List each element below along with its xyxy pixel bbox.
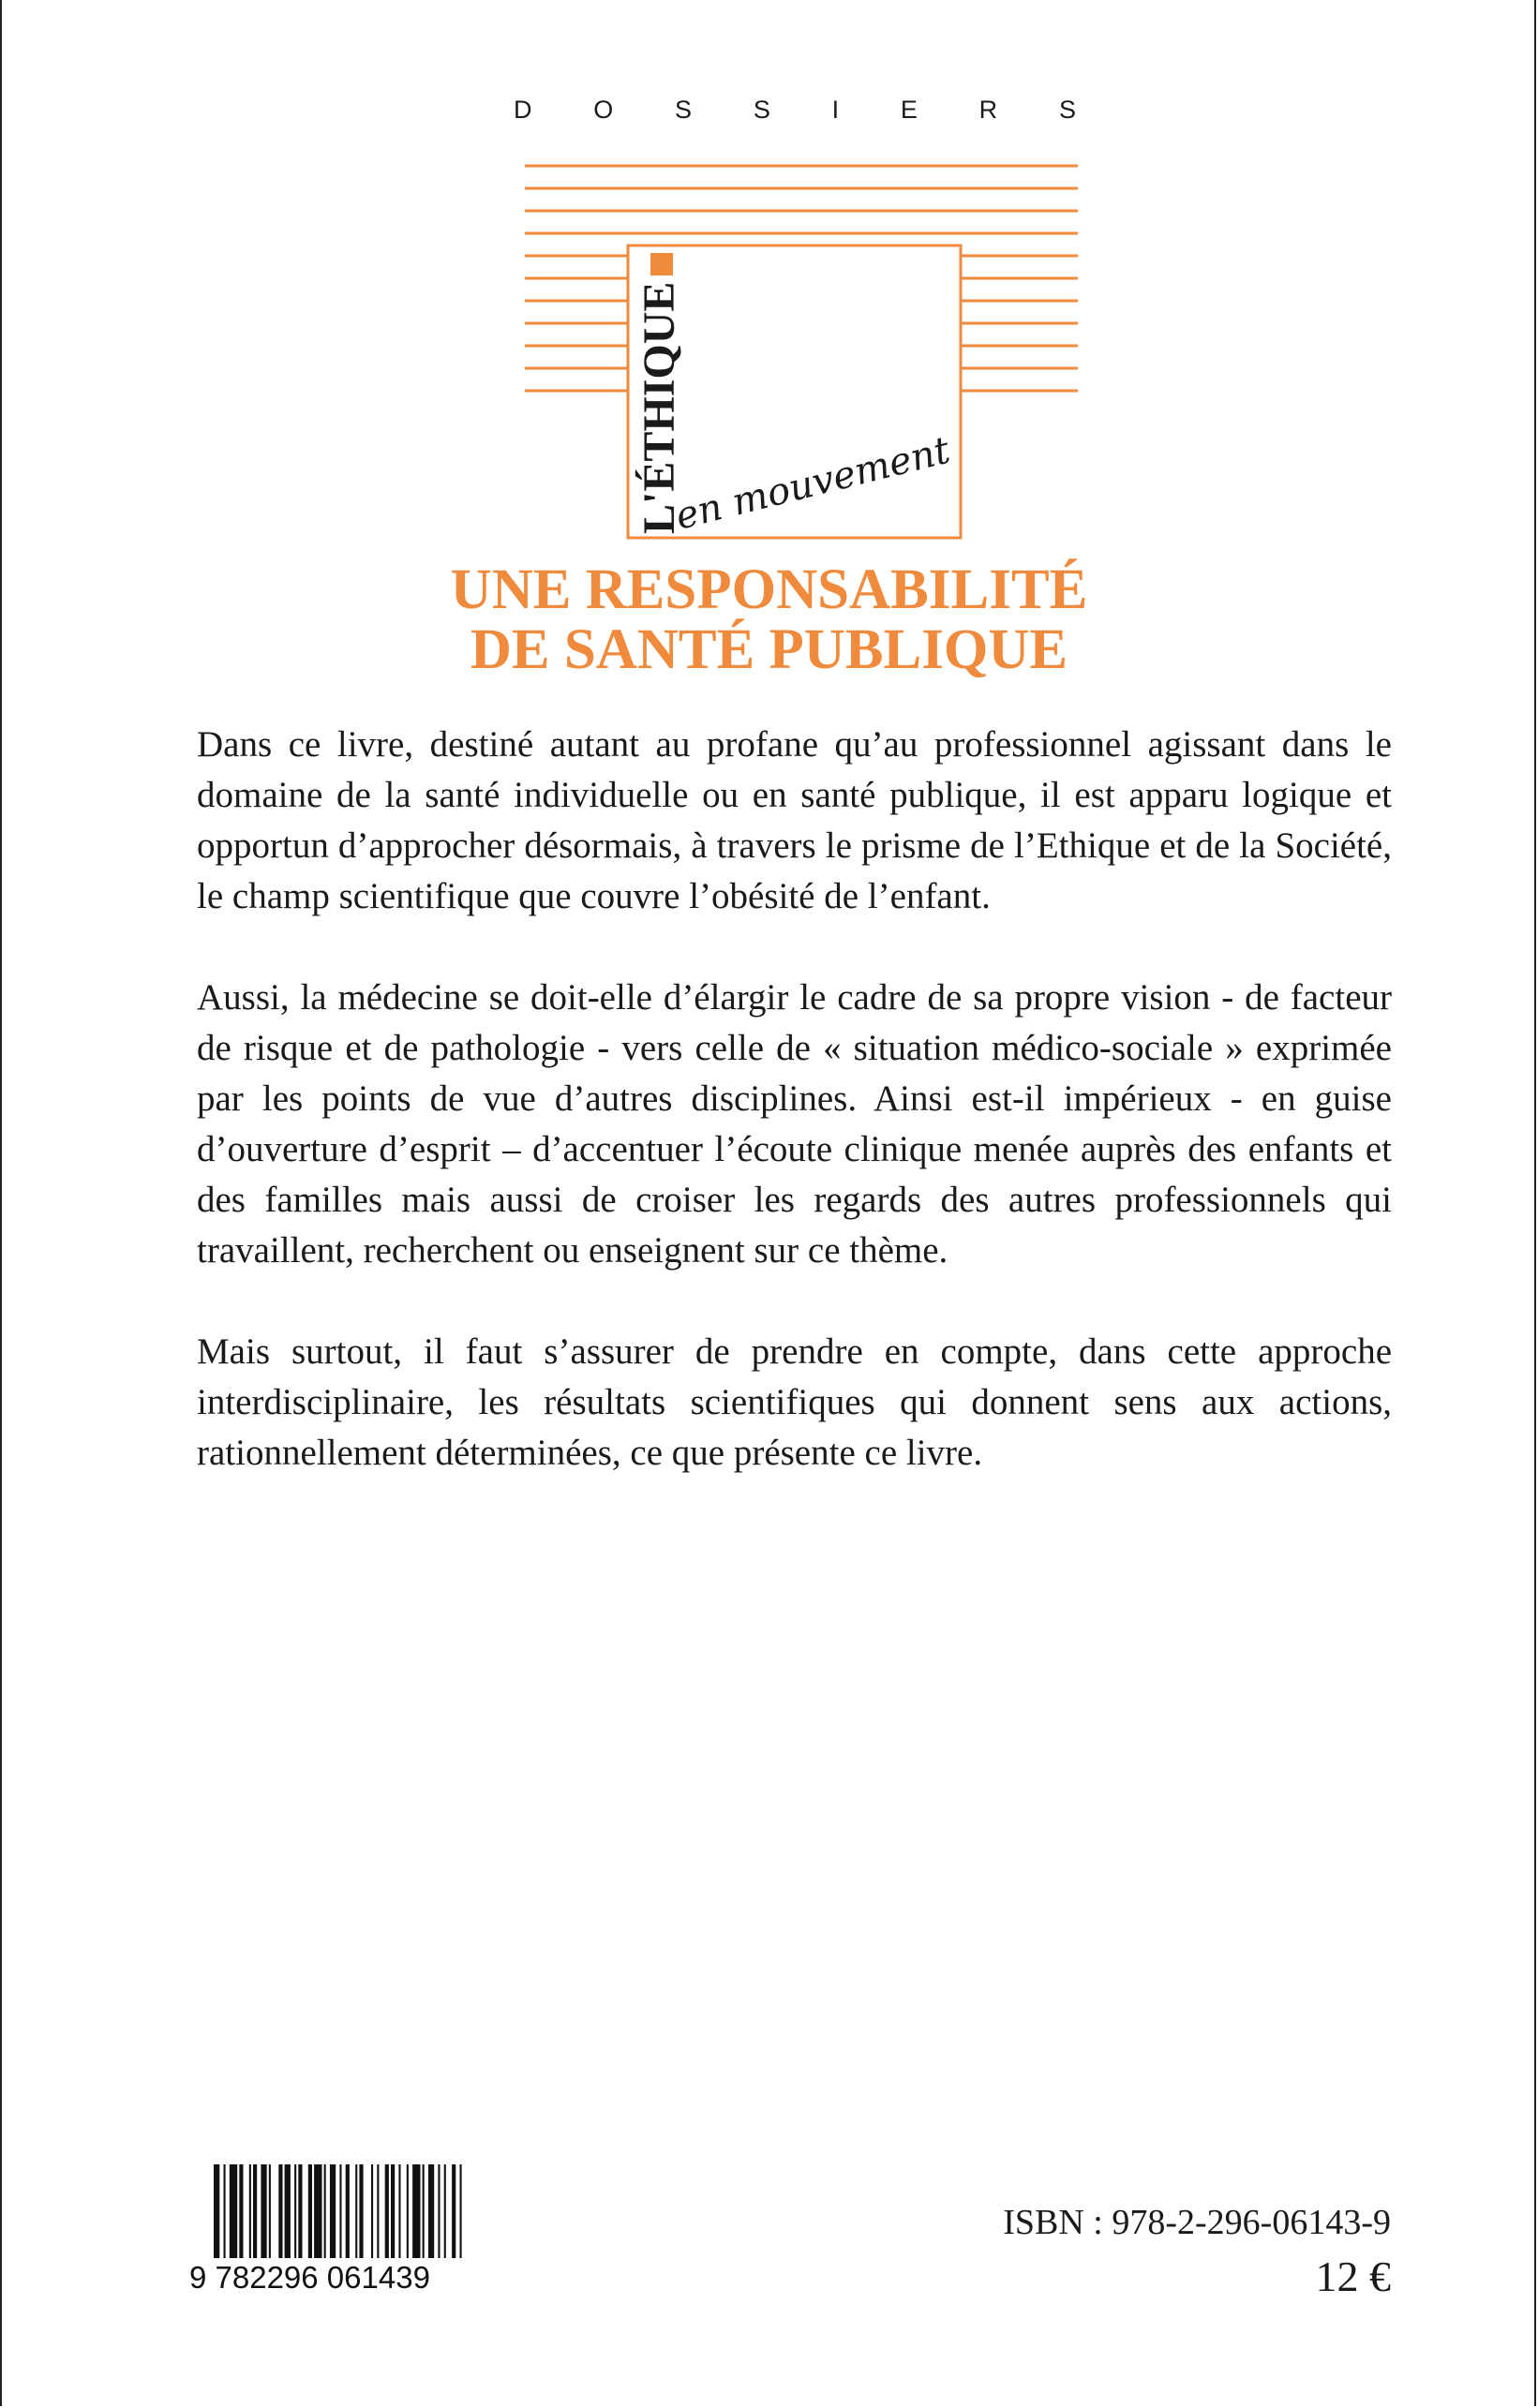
isbn: ISBN : 978-2-296-06143-9 <box>1003 2203 1391 2242</box>
series-letter: O <box>593 96 614 124</box>
price: 12 € <box>1315 2252 1391 2300</box>
barcode-bar <box>355 2164 357 2258</box>
series-letter: S <box>1058 96 1076 124</box>
barcode-bar <box>452 2164 455 2258</box>
series-letter: S <box>753 96 770 124</box>
barcode-bar <box>239 2164 243 2258</box>
barcode <box>187 2163 525 2298</box>
barcode-bar <box>407 2164 409 2258</box>
logo-word-en-mouvement: en mouvement <box>671 428 955 539</box>
barcode-bar <box>269 2164 271 2258</box>
barcode-bar <box>224 2164 226 2258</box>
series-letter: E <box>900 96 918 124</box>
barcode-bar <box>308 2164 312 2258</box>
barcode-bars <box>214 2164 462 2258</box>
barcode-bar <box>444 2164 446 2258</box>
barcode-bar <box>438 2164 440 2258</box>
barcode-bar <box>249 2164 251 2258</box>
barcode-bar <box>253 2164 257 2258</box>
logo-accent-square <box>650 253 673 275</box>
book-title <box>0 560 1538 680</box>
barcode-bar <box>261 2164 266 2258</box>
barcode-bar <box>278 2164 282 2258</box>
book-title-line-2: DE SANTÉ PUBLIQUE <box>470 618 1068 681</box>
barcode-bar <box>460 2164 462 2258</box>
back-cover-text <box>197 720 1392 1529</box>
barcode-bar <box>412 2164 420 2258</box>
barcode-bar <box>371 2164 373 2258</box>
barcode-digits: 9 782296 061439 <box>189 2260 430 2294</box>
barcode-graphic <box>187 2163 525 2294</box>
barcode-bar <box>423 2164 425 2258</box>
barcode-bar <box>385 2164 389 2258</box>
barcode-bar <box>346 2164 350 2258</box>
series-letter: I <box>831 96 840 124</box>
barcode-bar <box>230 2164 237 2258</box>
barcode-bar <box>314 2164 321 2258</box>
logo-word-ethique: L'ÉTHIQUE <box>635 281 684 534</box>
barcode-bar <box>298 2164 302 2258</box>
barcode-bar <box>398 2164 400 2258</box>
barcode-bar <box>391 2164 395 2258</box>
paragraph: Mais surtout, il faut s’assurer de prendre en compte, dans cette approche interdisciplinaire, les résultats scientifiques qui donnent sens aux actions, rationnellement déterminées, ce que présente ce livre. <box>197 1331 1392 1473</box>
series-label <box>514 96 1076 125</box>
paragraph: Dans ce livre, destiné autant au profane qu’au professionnel agissant dans le domaine de la santé individuelle ou en santé publique, il est apparu logique et opportun d’approcher désormais, à travers le prisme de l’Ethique et de la Société, le champ scientifique que couvre l’obésité de l’enfant. <box>197 724 1392 916</box>
series-letter: D <box>514 96 532 124</box>
series-letter: R <box>978 96 998 124</box>
paragraph: Aussi, la médecine se doit-elle d’élargir le cadre de sa propre vision - de facteur de risque et de pathologie - vers celle de « situation médico-sociale » exprimée par les points de vue d’autres disciplines. Ainsi est-il impérieux - en guise d’ouverture d’esprit – d’accentuer l’écoute clinique menée auprès des enfants et des familles mais aussi de croiser les regards des autres professionnels qui travaillent, recherchent ou enseignent sur ce thème. <box>197 977 1392 1271</box>
barcode-bar <box>377 2164 379 2258</box>
barcode-bar <box>330 2164 336 2258</box>
barcode-bar <box>339 2164 341 2258</box>
barcode-bar <box>324 2164 326 2258</box>
collection-logo-graphic <box>520 155 1083 567</box>
barcode-bar <box>294 2164 296 2258</box>
book-title-line-1: UNE RESPONSABILITÉ <box>450 558 1088 621</box>
collection-logo <box>520 155 1083 572</box>
barcode-bar <box>285 2164 291 2258</box>
barcode-bar <box>359 2164 363 2258</box>
barcode-bar <box>428 2164 434 2258</box>
series-letter: S <box>675 96 693 124</box>
barcode-bar <box>214 2164 219 2258</box>
